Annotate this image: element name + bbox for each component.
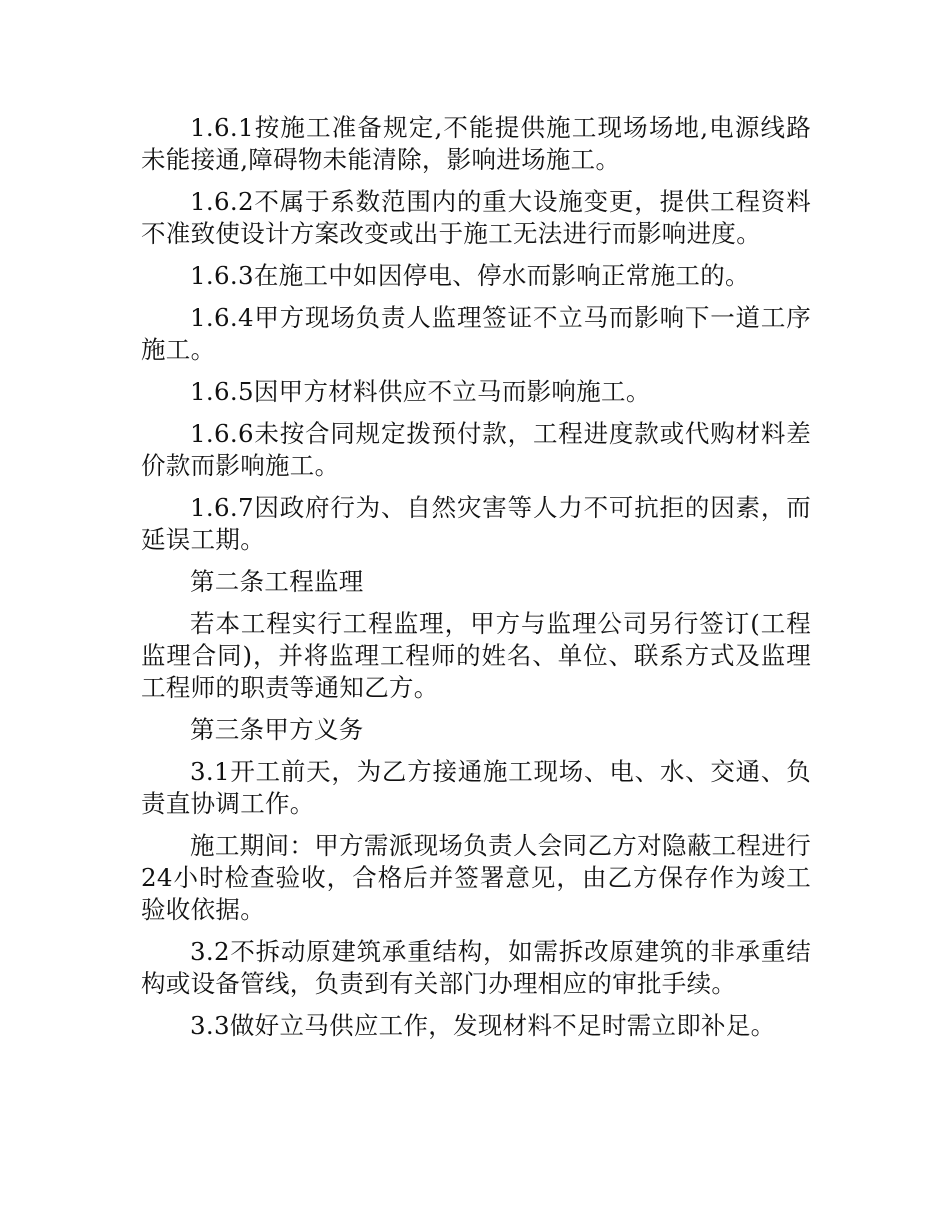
document-page	[141, 112, 811, 1052]
construction-period-paragraph: 施工期间：甲方需派现场负责人会同乙方对隐蔽工程进行24小时检查验收，合格后并签署意见，由乙方保存作为竣工验收依据。	[141, 831, 811, 924]
clause-3-2: 3.2不拆动原建筑承重结构，如需拆改原建筑的非承重结构或设备管线，负责到有关部门办理相应的审批手续。	[141, 937, 811, 998]
article-2-body: 若本工程实行工程监理，甲方与监理公司另行签订(工程监理合同)，并将监理工程师的姓名、单位、联系方式及监理工程师的职责等通知乙方。	[141, 609, 811, 702]
article-2-heading: 第二条工程监理	[190, 567, 364, 596]
clause-3-3: 3.3做好立马供应工作，发现材料不足时需立即补足。	[190, 1011, 776, 1040]
article-3-heading: 第三条甲方义务	[190, 715, 364, 744]
clause-1-6-6: 1.6.6未按合同规定拨预付款，工程进度款或代购材料差价款而影响施工。	[141, 419, 811, 480]
clause-3-1: 3.1开工前天，为乙方接通施工现场、电、水、交通、负责直协调工作。	[141, 757, 811, 818]
clause-1-6-4: 1.6.4甲方现场负责人监理签证不立马而影响下一道工序施工。	[141, 303, 811, 364]
clause-1-6-7: 1.6.7因政府行为、自然灾害等人力不可抗拒的因素，而延误工期。	[141, 493, 811, 554]
clause-1-6-5: 1.6.5因甲方材料供应不立马而影响施工。	[190, 377, 651, 406]
clause-1-6-3: 1.6.3在施工中如因停电、停水而影响正常施工的。	[190, 261, 750, 290]
clause-1-6-1: 1.6.1按施工准备规定,不能提供施工现场场地,电源线路未能接通,障碍物未能清除，影响进场施工。	[141, 113, 811, 174]
clause-1-6-2: 1.6.2不属于系数范围内的重大设施变更，提供工程资料不准致使设计方案改变或出于施工无法进行而影响进度。	[141, 187, 811, 248]
